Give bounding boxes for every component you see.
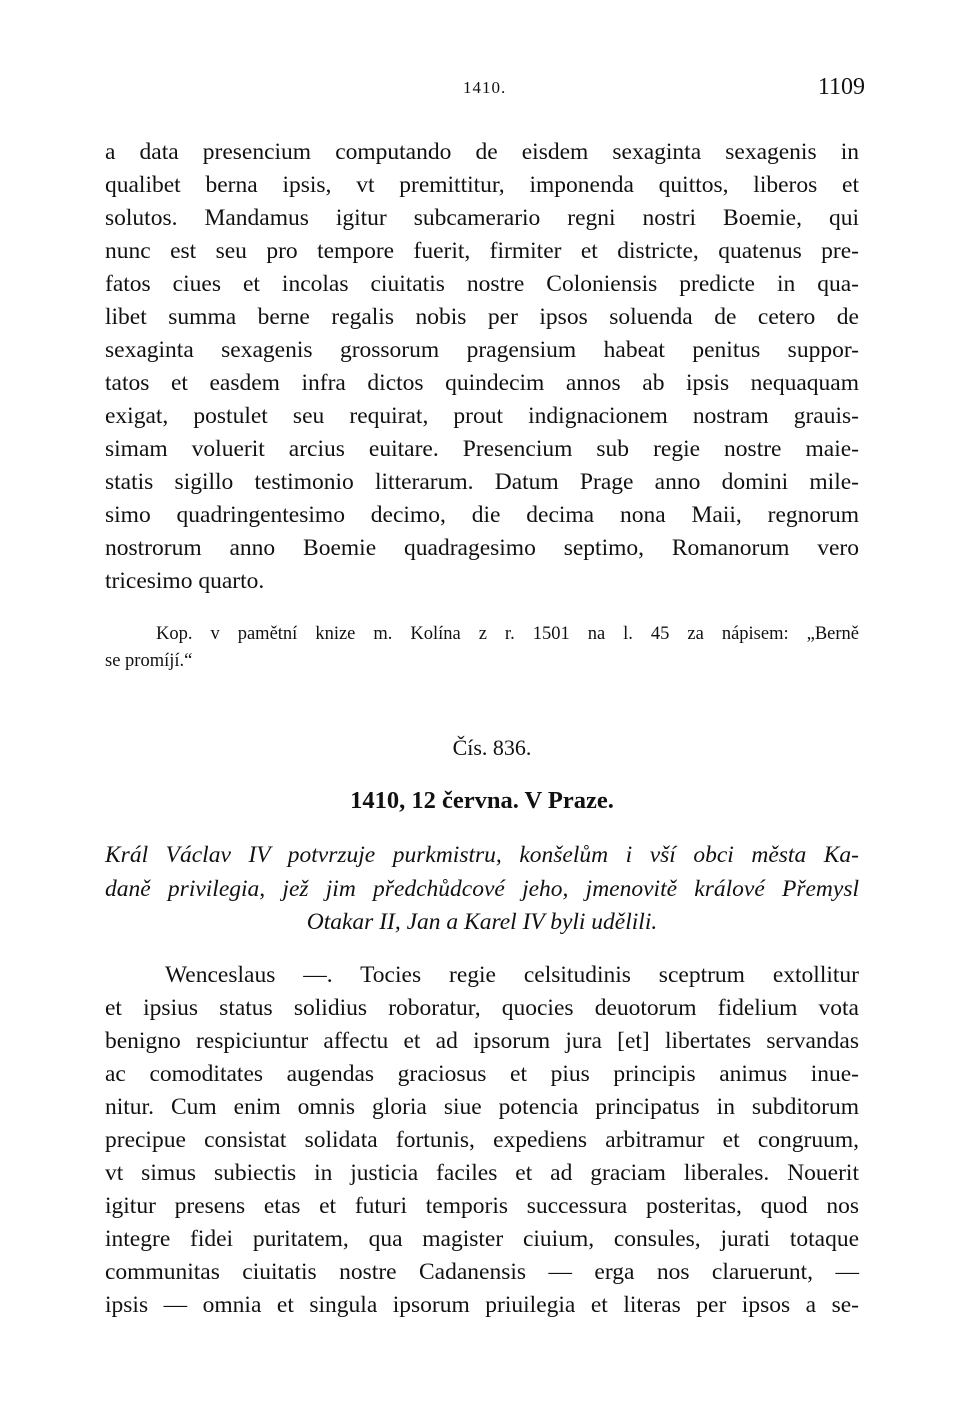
book-page bbox=[105, 0, 865, 1405]
text-line: a data presencium computando de eisdem sexaginta sexagenis in bbox=[105, 139, 859, 165]
source-note-line: se promíjí.“ bbox=[105, 651, 193, 671]
text-line: nitur. Cum enim omnis gloria siue potencia principatus in subditorum bbox=[105, 1094, 859, 1120]
running-header-year: 1410. bbox=[463, 78, 507, 97]
text-line: libet summa berne regalis nobis per ipsos soluenda de cetero de bbox=[105, 304, 859, 330]
text-line: nunc est seu pro tempore fuerit, firmiter et districte, quatenus pre- bbox=[105, 238, 859, 264]
text-line: simo quadringentesimo decimo, die decima nona Maii, regnorum bbox=[105, 502, 859, 528]
text-line: tatos et easdem infra dictos quindecim annos ab ipsis nequaquam bbox=[105, 370, 859, 396]
text-line: exigat, postulet seu requirat, prout indignacionem nostram grauis- bbox=[105, 403, 859, 429]
text-line: integre fidei puritatem, qua magister ciuium, consules, jurati totaque bbox=[105, 1226, 859, 1252]
text-line: nostrorum anno Boemie quadragesimo septimo, Romanorum vero bbox=[105, 535, 859, 561]
text-line: fatos ciues et incolas ciuitatis nostre Coloniensis predicte in qua- bbox=[105, 271, 859, 297]
text-line: Wenceslaus —. Tocies regie celsitudinis sceptrum extollitur bbox=[165, 962, 859, 988]
text-line: simam voluerit arcius euitare. Presencium sub regie nostre maie- bbox=[105, 436, 859, 462]
running-header bbox=[105, 74, 865, 106]
text-line: statis sigillo testimonio litterarum. Datum Prage anno domini mile- bbox=[105, 469, 859, 495]
text-line: sexaginta sexagenis grossorum pragensium habeat penitus suppor- bbox=[105, 337, 859, 363]
text-line: et ipsius status solidius roboratur, quocies deuotorum fidelium vota bbox=[105, 995, 859, 1021]
text-line: benigno respiciuntur affectu et ad ipsorum jura [et] libertates servandas bbox=[105, 1028, 859, 1054]
text-line: communitas ciuitatis nostre Cadanensis — erga nos claruerunt, — bbox=[105, 1259, 859, 1285]
document-number: Čís. 836. bbox=[452, 735, 532, 760]
regest-line: daně privilegia, jež jim předchůdcové jeho, jmenovitě králové Přemysl bbox=[105, 876, 859, 902]
text-line: ipsis — omnia et singula ipsorum priuilegia et literas per ipsos a se- bbox=[105, 1292, 859, 1318]
document-date-place: 1410, 12 června. V Praze. bbox=[350, 787, 614, 814]
text-line: igitur presens etas et futuri temporis successura posteritas, quod nos bbox=[105, 1193, 859, 1219]
text-line: vt simus subiectis in justicia faciles et ad graciam liberales. Nouerit bbox=[105, 1160, 859, 1186]
text-line: qualibet berna ipsis, vt premittitur, imponenda quittos, liberos et bbox=[105, 172, 859, 198]
page-number: 1109 bbox=[817, 74, 865, 100]
regest-line: Král Václav IV potvrzuje purkmistru, konšelům i vší obci města Ka- bbox=[105, 842, 859, 868]
text-line: ac comoditates augendas graciosus et pius principis animus inue- bbox=[105, 1061, 859, 1087]
source-note-line: Kop. v pamětní knize m. Kolína z r. 1501 na l. 45 za nápisem: „Berně bbox=[156, 624, 859, 644]
text-line: precipue consistat solidata fortunis, expediens arbitramur et congruum, bbox=[105, 1127, 859, 1153]
text-line: tricesimo quarto. bbox=[105, 568, 265, 594]
text-line: solutos. Mandamus igitur subcamerario regni nostri Boemie, qui bbox=[105, 205, 859, 231]
regest-line: Otakar II, Jan a Karel IV byli udělili. bbox=[306, 909, 658, 935]
